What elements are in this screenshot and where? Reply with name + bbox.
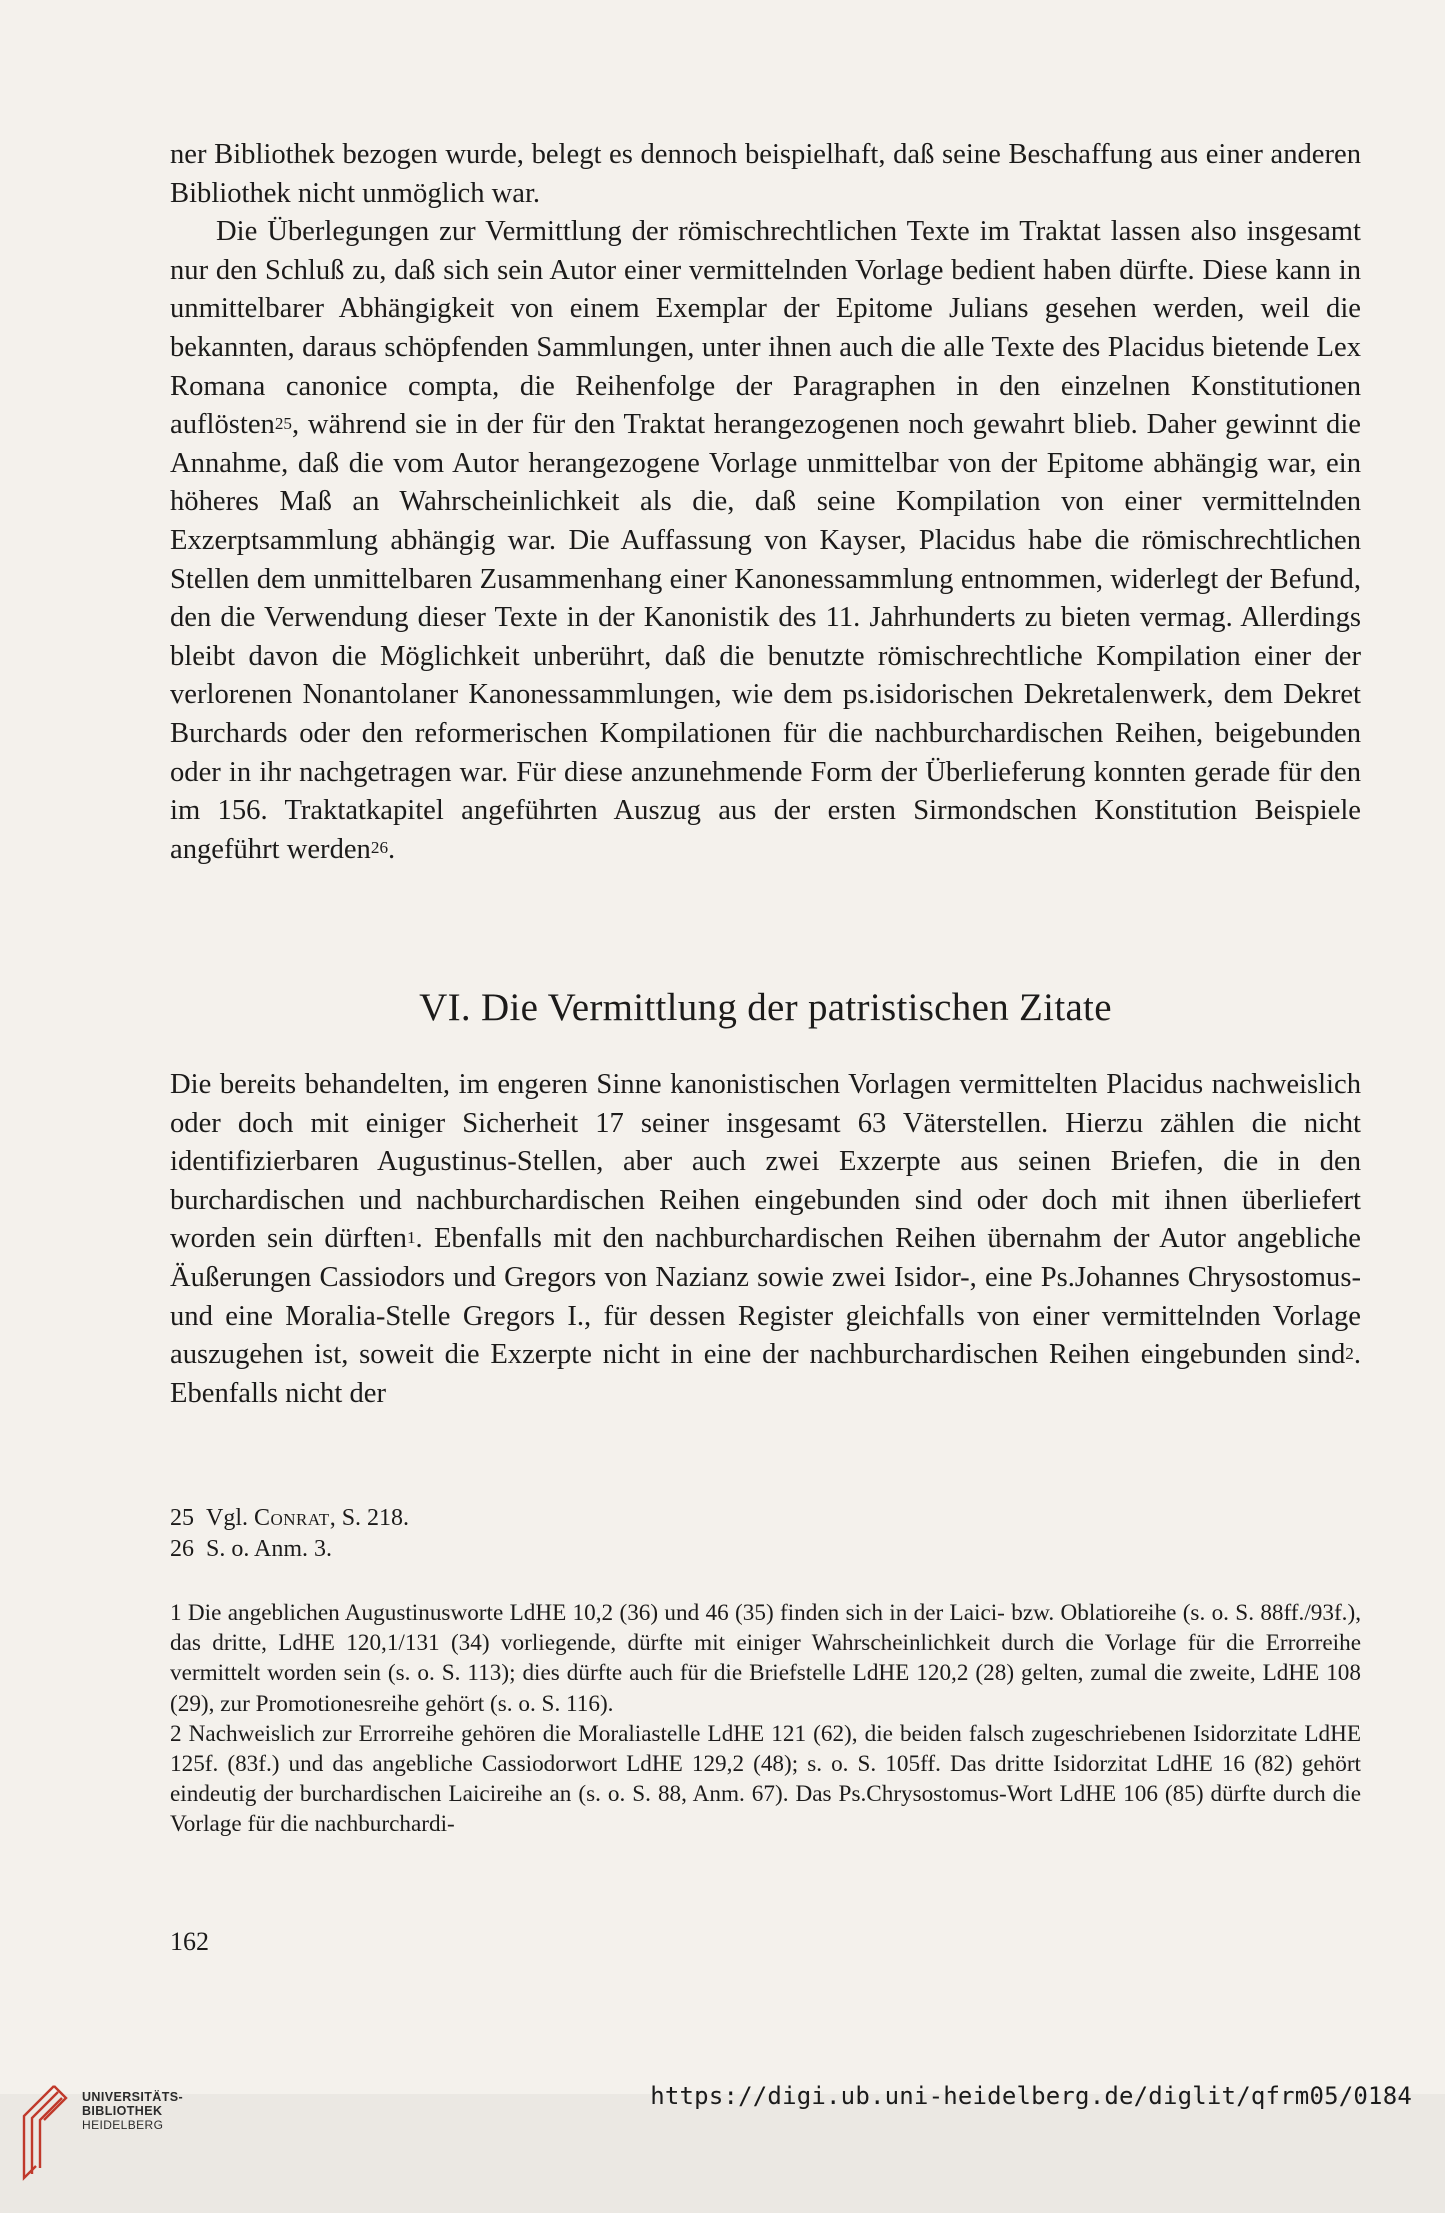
paragraph-3-b: . Ebenfalls mit den nachburchardischen Reihen übernahm der Autor angebliche Äußerungen Cassiodors und Gregors von Nazianz sowie zwei Isidor-, eine Ps.Johannes Chrysostomus- und eine Moralia-Stelle Gregors I., für dessen Register gleichfalls von einer vermittelnden Vorlage auszugehen ist, soweit die Exzerpte nicht in eine der nachburchardischen Reihen eingebunden sind [170,1223,1361,1371]
footnote-25-author: Conrat [254,1505,330,1531]
library-name-line1: UNIVERSITÄTS- [82,2090,184,2104]
footnote-ref-25[interactable]: 25 [274,413,292,433]
paragraph-1: ner Bibliothek bezogen wurde, belegt es dennoch beispielhaft, daß seine Beschaffung aus einer anderen Bibliothek nicht unmöglich war. [170,139,1361,209]
footer-bar [0,2094,1445,2213]
body-text-section [170,1066,1361,1413]
footnotes-previous [170,1503,1361,1565]
footnote-26-number: 26 [170,1536,194,1562]
footnote-25 [170,1503,1361,1534]
footnotes-section [170,1598,1361,1840]
footnote-25-number: 25 [170,1505,194,1531]
page-number: 162 [170,1927,209,1956]
paragraph-2-end: . [388,833,396,865]
footnote-ref-1[interactable]: 1 [406,1228,416,1248]
footnote-ref-26[interactable]: 26 [370,838,389,858]
footnote-2: 2 Nachweislich zur Errorreihe gehören die Moraliastelle LdHE 121 (62), die beiden falsch zugeschriebenen Isidorzitate LdHE 125f. (83f.) und das angebliche Cassiodorwort LdHE 129,2 (48); s. o. S. 105ff. Das dritte Isidorzitat LdHE 16 (82) gehört eindeutig der burchardischen Laicireihe an (s. o. S. 88, Anm. 67). Das Ps.Chrysostomus-Wort LdHE 106 (85) dürfte durch die Vorlage für die nachburchardi- [170,1720,1361,1838]
library-name-line2: BIBLIOTHEK [82,2104,163,2118]
body-text-top [170,136,1361,869]
footnote-25-post: , S. 218. [329,1505,410,1531]
footnote-26 [170,1534,1361,1565]
library-name [82,2090,183,2132]
section-heading: VI. Die Vermittlung der patristischen Zitate [419,986,1112,1029]
footnote-25-pre: Vgl. [206,1505,254,1531]
library-logo-icon [14,2082,74,2186]
paragraph-3-a: Die bereits behandelten, im engeren Sinne kanonistischen Vorlagen vermittelten Placidus nachweislich oder doch mit einiger Sicherheit 17 seiner insgesamt 63 Väterstellen. Hierzu zählen die nicht identifizierbaren Augustinus-Stellen, aber auch zwei Exzerpte aus seinen Briefen, die in den burchardischen und nachburchardischen Reihen eingebunden sind oder doch mit ihnen überliefert worden sein dürften [170,1069,1361,1255]
paragraph-2 [170,213,1361,869]
paragraph-3 [170,1066,1361,1413]
paragraph-2-text: Die Überlegungen zur Vermittlung der römischrechtlichen Texte im Traktat lassen also insgesamt nur den Schluß zu, daß sich sein Autor einer vermittelnden Vorlage bedient haben dürfte. Diese kann in unmittelbarer Abhängigkeit von einem Exemplar der Epitome Julians gesehen werden, weil die bekannten, daraus schöpfenden Sammlungen, unter ihnen auch die alle Texte des Placidus bietende Lex Romana canonice compta, die Reihenfolge der Paragraphen in den einzelnen Konstitutionen auflösten [170,216,1361,441]
permalink-link[interactable]: https://digi.ub.uni-heidelberg.de/diglit/qfrm05/0184 [650,2082,1412,2110]
library-name-line3: HEIDELBERG [82,2118,164,2132]
permalink[interactable] [650,2082,1412,2110]
footnote-26-text: S. o. Anm. 3. [206,1536,333,1562]
paragraph-3-c: . Ebenfalls nicht der [170,1339,1361,1409]
footnote-ref-2[interactable]: 2 [1345,1343,1354,1363]
paragraph-2-cont: , während sie in der für den Traktat herangezogenen noch gewahrt blieb. Daher gewinnt die Annahme, daß die vom Autor herangezogene Vorlage unmittelbar von der Epitome abhängig war, ein höheres Maß an Wahrscheinlichkeit als die, daß seine Kompilation von einer vermittelnden Exzerptsammlung abhängig war. Die Auffassung von Kayser, Placidus habe die römischrechtlichen Stellen dem unmittelbaren Zusammenhang einer Kanonessammlung entnommen, widerlegt der Befund, den die Verwendung dieser Texte in der Kanonistik des 11. Jahrhunderts zu bieten vermag. Allerdings bleibt davon die Möglichkeit unberührt, daß die benutzte römischrechtliche Kompilation einer der verlorenen Nonantolaner Kanonessammlungen, wie dem ps.isidorischen Dekretalenwerk, dem Dekret Burchards oder den reformerischen Kompilationen für die nachburchardischen Reihen, beigebunden oder in ihr nachgetragen war. Für diese anzunehmende Form der Überlieferung konnten gerade für den im 156. Traktatkapitel angeführten Auszug aus der ersten Sirmondschen Konstitution Beispiele angeführt werden [170,409,1361,865]
footnote-1: 1 Die angeblichen Augustinusworte LdHE 10,2 (36) und 46 (35) finden sich in der Laici- bzw. Oblatioreihe (s. o. S. 88ff./93f.), das dritte, LdHE 120,1/131 (34) vorliegende, dürfte mit einiger Wahrscheinlichkeit durch die Vorlage für die Errorreihe vermittelt worden sein (s. o. S. 113); dies dürfte auch für die Briefstelle LdHE 120,2 (28) gelten, zumal die zweite, LdHE 108 (29), zur Promotionesreihe gehört (s. o. S. 116). [170,1600,1361,1717]
